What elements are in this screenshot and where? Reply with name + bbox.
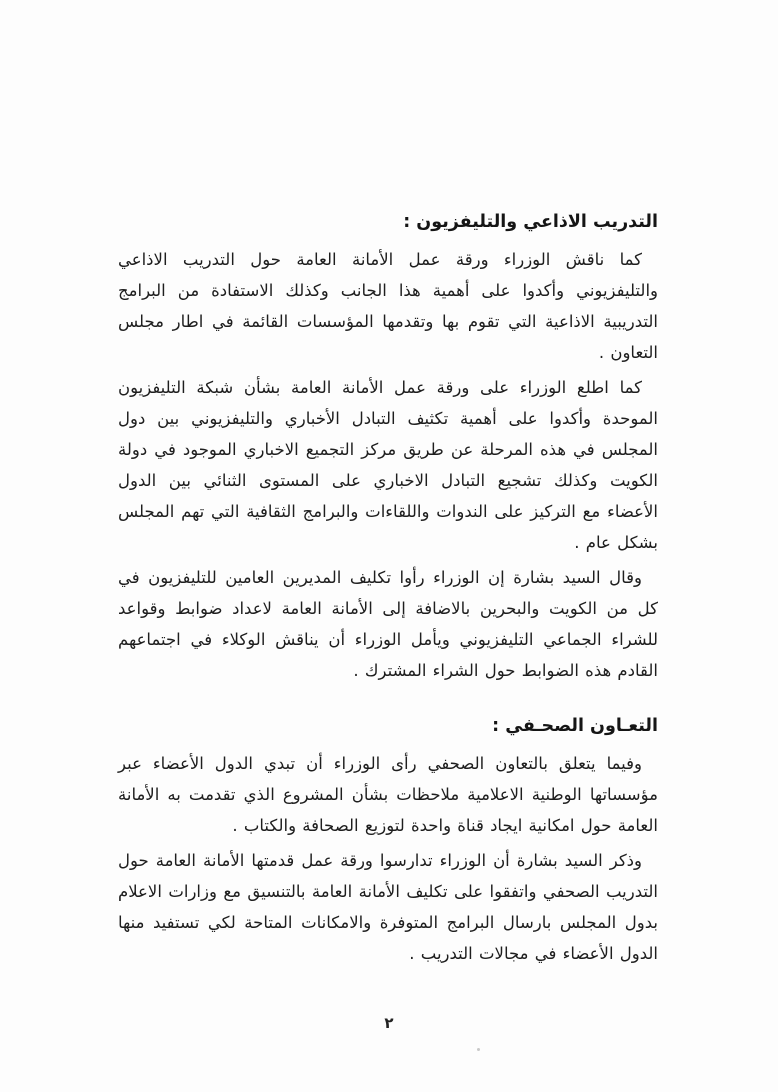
section-heading-radio-tv: التدريب الاذاعي والتليفزيون : <box>403 212 658 232</box>
body-paragraph: وقال السيد بشارة إن الوزراء رأوا تكليف المديرين العامين للتليفزيون في كل من الكويت والبحرين بالاضافة إلى الأمانة العامة لاعداد ضوابط وقواعد للشراء الجماعي التليفزيوني ويأمل الوزراء أن يناقش الوكلاء في اجتماعهم القادم هذه الضوابط حول الشراء المشترك . <box>118 568 658 680</box>
section-heading-press: التعـاون الصحـفي : <box>492 716 658 736</box>
document-content <box>118 212 658 973</box>
scan-artifact-speck <box>477 1048 480 1051</box>
page-number: ٢ <box>384 1014 394 1032</box>
body-paragraph: كما اطلع الوزراء على ورقة عمل الأمانة العامة بشأن شبكة التليفزيون الموحدة وأكدوا على أهمية تكثيف التبادل الأخباري والتليفزيوني بين دول المجلس في هذه المرحلة عن طريق مركز التجميع الاخباري الموجود في دولة الكويت وكذلك تشجيع التبادل الاخباري على المستوى الثنائي بين الدول الأعضاء مع التركيز على الندوات واللقاءات والبرامج الثقافية التي تهم المجلس بشكل عام . <box>118 378 658 552</box>
section-press-cooperation <box>118 716 658 969</box>
body-paragraph: وفيما يتعلق بالتعاون الصحفي رأى الوزراء أن تبدي الدول الأعضاء عبر مؤسساتها الوطنية الاعلامية ملاحظات بشأن المشروع الذي تقدمت به الأمانة العامة حول امكانية ايجاد قناة واحدة لتوزيع الصحافة والكتاب . <box>118 754 658 835</box>
section-radio-tv-training <box>118 212 658 686</box>
body-paragraph: كما ناقش الوزراء ورقة عمل الأمانة العامة حول التدريب الاذاعي والتليفزيوني وأكدوا على أهمية هذا الجانب وكذلك الاستفادة من البرامج التدريبية الاذاعية التي تقوم بها وتقدمها المؤسسات القائمة في اطار مجلس التعاون . <box>118 250 658 362</box>
body-paragraph: وذكر السيد بشارة أن الوزراء تدارسوا ورقة عمل قدمتها الأمانة العامة حول التدريب الصحفي واتفقوا على تكليف الأمانة العامة بالتنسيق مع وزارات الاعلام بدول المجلس بارسال البرامج المتوفرة والامكانات المتاحة لكي تستفيد منها الدول الأعضاء في مجالات التدريب . <box>118 851 658 963</box>
